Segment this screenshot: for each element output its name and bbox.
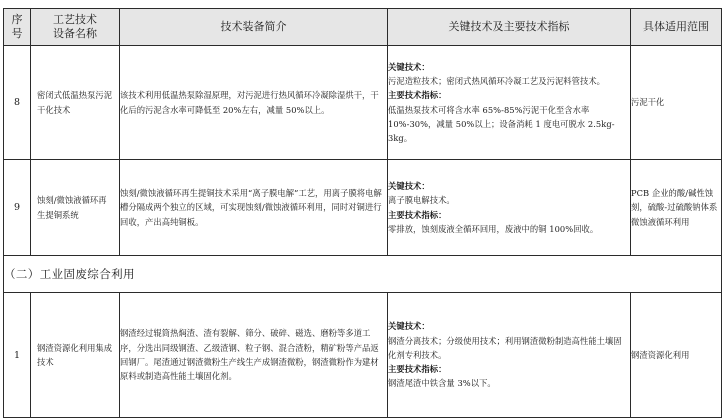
key-tech-label: 关键技术： xyxy=(388,61,430,72)
row-number: 8 xyxy=(4,46,31,160)
row-number: 9 xyxy=(4,160,31,256)
indicator-label: 主要技术指标： xyxy=(388,209,447,220)
header-name-line: 工艺技术 xyxy=(53,13,97,26)
row-tech-name: 蚀刻/微蚀液循环再生提铜系统 xyxy=(31,160,120,256)
row-number: 1 xyxy=(4,293,31,418)
table-header-row xyxy=(4,9,722,46)
header-scope: 具体适用范围 xyxy=(631,9,722,46)
key-tech-text: 钢渣分离技术；分级使用技术；利用钢渣微粉制造高性能土壤固化剂专利技术。 xyxy=(388,335,622,360)
header-name-line: 设备名称 xyxy=(53,27,97,40)
row-scope: PCB 企业的酸/碱性蚀刻，硫酸-过硫酸钠体系微蚀液循环利用 xyxy=(631,160,722,256)
indicator-text: 零排放，蚀刻废液全循环回用，废液中的铜 100%回收。 xyxy=(388,223,599,234)
indicator-text: 低温热泵技术可将含水率 65%-85%污泥干化至含水率 10%-30%，减量 50%以上；设备消耗 1 度电可脱水 2.5kg-3kg。 xyxy=(388,104,615,144)
technology-table xyxy=(3,8,722,418)
key-tech-label: 关键技术： xyxy=(388,321,430,332)
key-tech-text: 污泥造粒技术；密闭式热风循环冷凝工艺及污泥料管技术。 xyxy=(388,75,606,86)
section-row xyxy=(4,256,722,293)
key-tech-label: 关键技术： xyxy=(388,180,430,191)
row-intro: 钢渣经过辊筒热焖渣、渣有裂解、筛分、破碎、磁选、磨粉等多道工序，分选出同级钢渣、乙级渣钢、粒子钢、混合渣粉，精矿粉等产品返回钢厂。尾渣通过钢渣微粉生产线生产成钢渣微粉，钢渣微粉作为建材原料或制造高性能土壤固化剂。 xyxy=(120,293,388,418)
header-name xyxy=(31,9,120,46)
row-tech-name: 钢渣资源化利用集成技术 xyxy=(31,293,120,418)
row-intro: 蚀刻/微蚀液循环再生提铜技术采用“离子膜电解”工艺，用离子膜将电解槽分隔成两个独立的区域，可实现蚀刻/微蚀液循环利用，同时对铜进行回收，产出高纯铜板。 xyxy=(120,160,388,256)
table-row xyxy=(4,293,722,418)
row-scope: 钢渣资源化利用 xyxy=(631,293,722,418)
header-key-tech: 关键技术及主要技术指标 xyxy=(388,9,631,46)
row-key-tech xyxy=(388,160,631,256)
key-tech-text: 离子膜电解技术。 xyxy=(388,195,455,206)
row-intro: 该技术利用低温热泵除湿原理，对污泥进行热风循环冷凝除湿烘干，干化后的污泥含水率可降低至 20%左右，减量 50%以上。 xyxy=(120,46,388,160)
table-row xyxy=(4,46,722,160)
header-intro: 技术装备简介 xyxy=(120,9,388,46)
indicator-label: 主要技术指标： xyxy=(388,364,447,375)
indicator-text: 钢渣尾渣中铁含量 3%以下。 xyxy=(388,378,496,389)
row-scope: 污泥干化 xyxy=(631,46,722,160)
header-no xyxy=(4,9,31,46)
table-row xyxy=(4,160,722,256)
header-no-line: 序 xyxy=(11,13,23,26)
header-no-line: 号 xyxy=(11,27,23,40)
section-title: （二）工业固废综合利用 xyxy=(4,256,722,293)
row-key-tech xyxy=(388,293,631,418)
row-tech-name: 密闭式低温热泵污泥干化技术 xyxy=(31,46,120,160)
row-key-tech xyxy=(388,46,631,160)
indicator-label: 主要技术指标： xyxy=(388,90,447,101)
